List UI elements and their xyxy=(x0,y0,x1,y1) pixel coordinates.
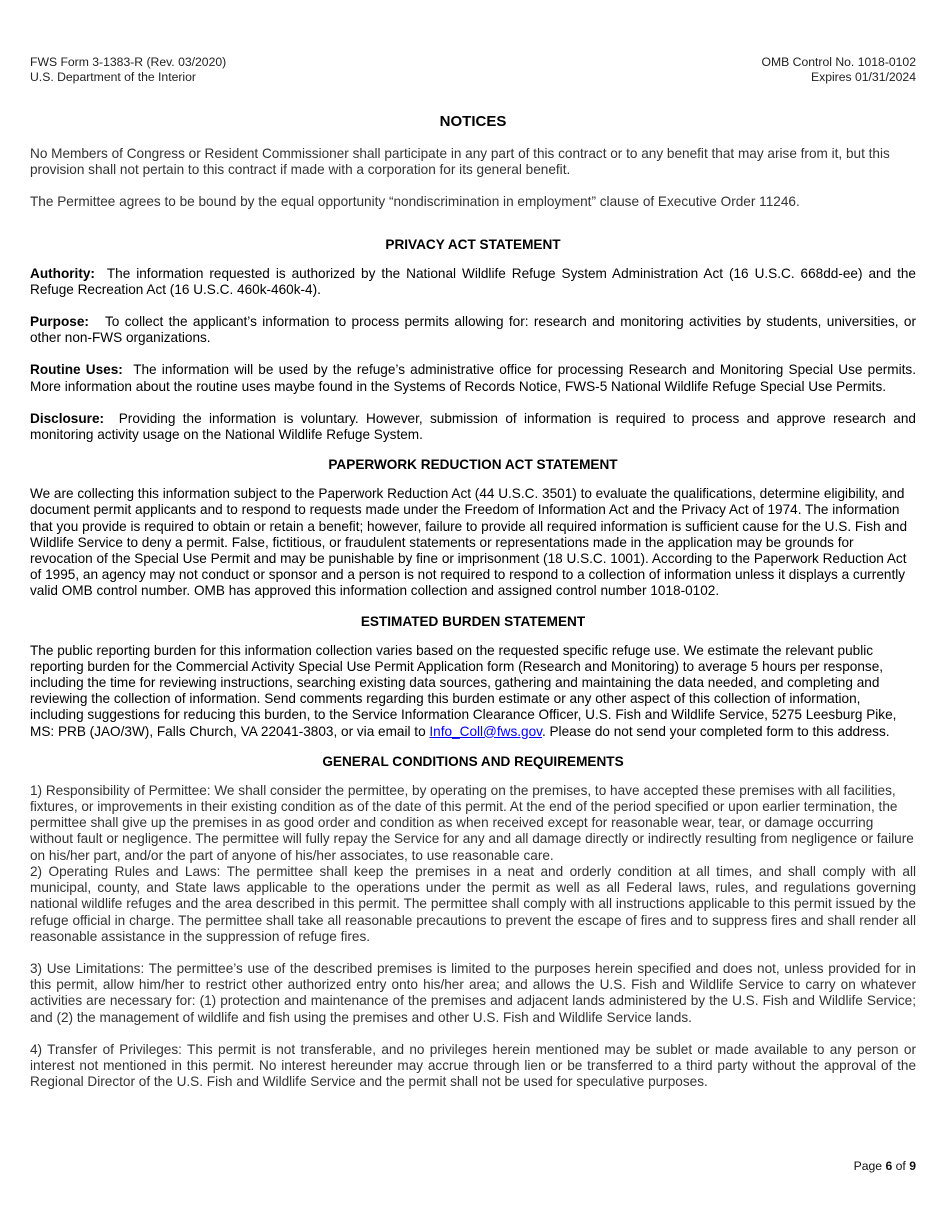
condition-1: 1) Responsibility of Permittee: We shall consider the permittee, by operating on the premises, to have accepted these premises with all facilities, fixtures, or improvements in their existing condition as of the date of this permit. At the end of the period specified or upon earlier termination, the permittee shall give up the premises in as good order and condition as when received except for reasonable wear, tear, or damage occurring without fault or negligence. The permittee will fully repay the Service for any and all damage directly or indirectly resulting from negligence or failure on his/her part, and/or the part of anyone of his/her associates, to use reasonable care. xyxy=(30,782,914,863)
routine-uses-text: The information will be used by the refuge’s administrative office for processing Research and Monitoring Special Use permits. More information about the routine uses maybe found in the Systems of Records Notice, FWS-5 National Wildlife Refuge Special Use Permits. xyxy=(30,362,916,394)
authority-label: Authority: xyxy=(30,265,95,281)
department-name: U.S. Department of the Interior xyxy=(30,69,196,84)
general-conditions-title: GENERAL CONDITIONS AND REQUIREMENTS xyxy=(322,753,624,769)
condition-4: 4) Transfer of Privileges: This permit is not transferable, and no privileges herein mentioned may be sublet or made available to any person or interest not mentioned in this permit. No interest hereunder may accrue through lien or be transferred to a third party without the approval of the Regional Director of the U.S. Fish and Wildlife Service and the permit shall not be used for speculative purposes. xyxy=(30,1041,916,1090)
authority-text: The information requested is authorized by the National Wildlife Refuge System Administration Act (16 U.S.C. 668dd-ee) and the Refuge Recreation Act (16 U.S.C. 460k-460k-4). xyxy=(30,265,916,297)
routine-uses-label: Routine Uses: xyxy=(30,362,123,378)
burden-statement-title: ESTIMATED BURDEN STATEMENT xyxy=(360,613,586,629)
purpose-text: To collect the applicant’s information to process permits allowing for: research and monitoring activities by students, universities, or other non-FWS organizations. xyxy=(30,314,916,346)
paperwork-reduction-text: We are collecting this information subject to the Paperwork Reduction Act (44 U.S.C. 3501) to evaluate the qualifications, determine eligibility, and document permit applicants and to respond to requests made under the Freedom of Information Act and the Privacy Act of 1974. The information that you provide is required to obtain or retain a benefit; however, failure to provide all required information is sufficient cause for the U.S. Fish and Wildlife Service to deny a permit. False, fictitious, or fraudulent statements or representations made in the application may be grounds for revocation of the Special Use Permit and may be punishable by fine or imprisonment (18 U.S.C. 1001). According to the Paperwork Reduction Act of 1995, an agency may not conduct or sponsor and a person is not required to respond to a collection of information unless it displays a currently valid OMB control number. OMB has approved this information collection and assigned control number 1018-0102. xyxy=(30,486,908,599)
purpose-label: Purpose: xyxy=(30,314,89,330)
document-body xyxy=(30,113,916,1090)
privacy-routine-uses xyxy=(30,362,916,394)
condition-3: 3) Use Limitations: The permittee’s use of the described premises is limited to the purposes herein specified and does not, unless provided for in this permit, allow him/her to restrict other authorized entry onto his/her area; and allows the U.S. Fish and Wildlife Service to carry on whatever activities are necessary for: (1) protection and maintenance of the premises and adjacent lands administered by the U.S. Fish and Wildlife Service; and (2) the management of wildlife and fish using the premises and other U.S. Fish and Wildlife Service lands. xyxy=(30,960,916,1025)
document-page xyxy=(30,0,916,1230)
email-link[interactable]: Info_Coll@fws.gov xyxy=(429,723,542,739)
header-right xyxy=(762,55,916,84)
condition-2: 2) Operating Rules and Laws: The permittee shall keep the premises in a neat and orderly condition at all times, and shall comply with all municipal, county, and State laws applicable to the operations under the permit as well as all Federal laws, rules, and regulations governing national wildlife refuges and the area described in this permit. The permittee shall comply with all instructions applicable to this permit issued by the refuge official in charge. The permittee shall take all reasonable precautions to prevent the escape of fires and to suppress fires and shall render all reasonable assistance in the suppression of refuge fires. xyxy=(30,863,916,944)
form-number: FWS Form 3-1383-R (Rev. 03/2020) xyxy=(30,55,227,69)
page-word: Page xyxy=(853,1159,883,1173)
notices-paragraph-2: The Permittee agrees to be bound by the equal opportunity “nondiscrimination in employment” clause of Executive Order 11246. xyxy=(30,194,800,210)
disclosure-label: Disclosure: xyxy=(30,410,105,426)
burden-text-before: The public reporting burden for this information collection varies based on the requested specific refuge use. We estimate the relevant public reporting burden for the Commercial Activity Special Use Permit Application form (Research and Monitoring) to average 5 hours per response, including the time for reviewing instructions, searching existing data sources, gathering and maintaining the data needed, and completing and reviewing the collection of information. Send comments regarding this burden estimate or any other aspect of this collection of information, including suggestions for reducing this burden, to the Service Information Clearance Officer, U.S. Fish and Wildlife Service, 5275 Leesburg Pike, MS: PRB (JAO/3W), Falls Church, VA 22041-3803, or via email to xyxy=(30,642,897,739)
paperwork-reduction-title: PAPERWORK REDUCTION ACT STATEMENT xyxy=(328,457,618,473)
expiration-date: Expires 01/31/2024 xyxy=(810,69,916,84)
burden-text-after: . Please do not send your completed form to this address. xyxy=(541,723,890,739)
current-page-number: 6 xyxy=(885,1159,893,1173)
privacy-purpose xyxy=(30,314,916,346)
burden-statement-text xyxy=(30,643,916,740)
header-left xyxy=(30,55,226,84)
notices-paragraph-1: No Members of Congress or Resident Commissioner shall participate in any part of this contract or to any benefit that may arise from it, but this provision shall not pertain to this contract if made with a corporation for its general benefit. xyxy=(30,146,890,178)
privacy-authority xyxy=(30,266,916,298)
disclosure-text: Providing the information is voluntary. However, submission of information is required to process and approve research and monitoring activity usage on the National Wildlife Refuge System. xyxy=(30,410,916,443)
privacy-disclosure xyxy=(30,411,916,443)
total-page-count: 9 xyxy=(909,1159,916,1173)
page-indicator xyxy=(854,1159,916,1173)
omb-control-number: OMB Control No. 1018-0102 xyxy=(761,55,916,69)
notices-title: NOTICES xyxy=(439,113,507,130)
privacy-act-title: PRIVACY ACT STATEMENT xyxy=(385,236,561,252)
of-word: of xyxy=(895,1159,906,1173)
